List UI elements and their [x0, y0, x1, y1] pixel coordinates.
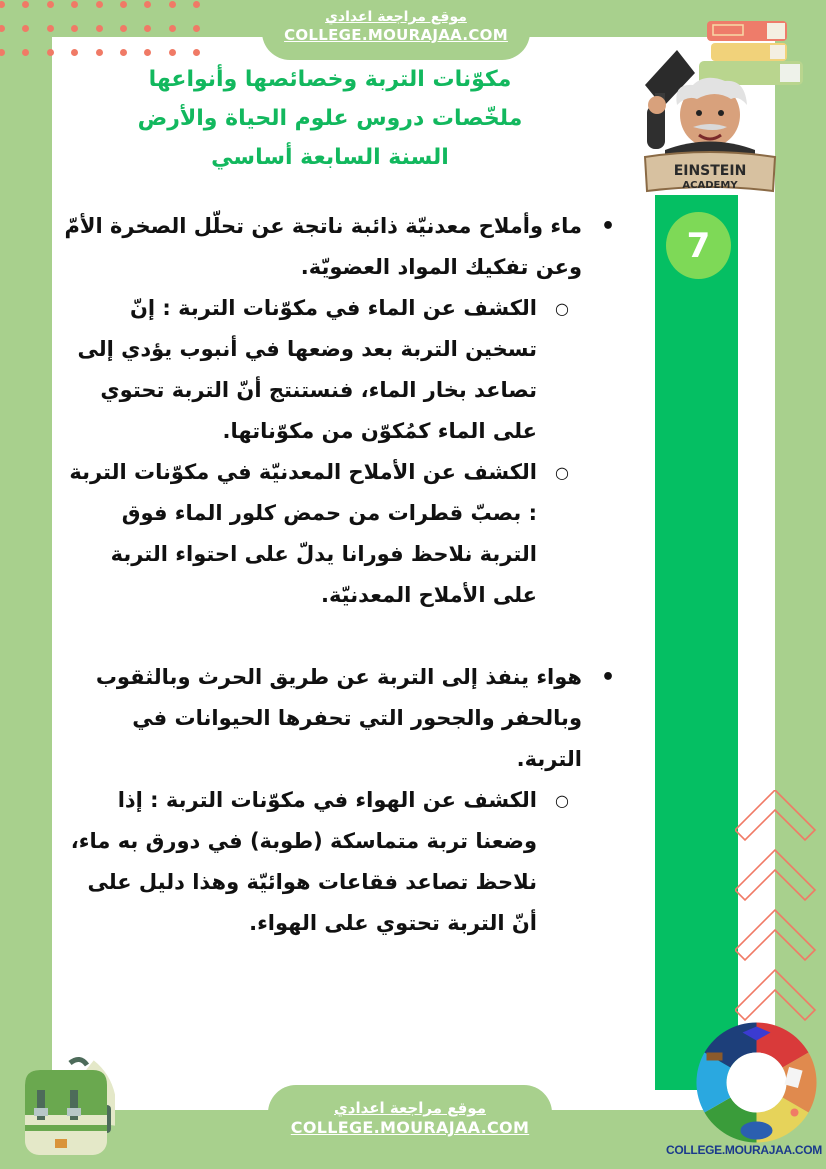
dot-icon	[71, 1, 78, 8]
brand-logo-text[interactable]: COLLEGE.MOURAJAA.COM	[665, 1143, 822, 1157]
dot-icon	[47, 1, 54, 8]
dot-icon	[169, 49, 176, 56]
header-tab	[262, 0, 530, 60]
dot-icon	[0, 49, 5, 56]
page-number-badge: 7	[666, 212, 731, 279]
footer-site-url[interactable]: COLLEGE.MOURAJAA.COM	[290, 1118, 530, 1137]
dot-icon	[96, 25, 103, 32]
backpack-icon	[15, 1055, 115, 1160]
sub-item-text: الكشف عن الهواء في مكوّنات التربة : إذا وضعنا تربة متماسكة (طوبة) في دورق به ماء، نلاحظ تصاعد فقاعات هوائيّة وهذا دليل على أنّ التربة تحتوي على الهواء.	[70, 788, 537, 935]
sub-item	[62, 780, 622, 944]
dot-icon	[120, 1, 127, 8]
dot-icon	[169, 25, 176, 32]
footer-site-name[interactable]: موقع مراجعة اعدادي	[334, 1099, 486, 1117]
bullet-text: هواء ينفذ إلى التربة عن طريق الحرث وبالثقوب وبالحفر والجحور التي تحفرها الحيوانات في التربة.	[95, 665, 582, 771]
title-line-3: السنة السابعة أساسي	[211, 145, 449, 170]
education-wheel-logo-icon	[694, 1020, 819, 1145]
dot-icon	[0, 25, 5, 32]
dot-icon	[144, 1, 151, 8]
page-title	[120, 60, 540, 177]
einstein-academy-mascot-icon	[635, 15, 820, 195]
dot-icon	[96, 1, 103, 8]
svg-text:EINSTEIN: EINSTEIN	[673, 163, 747, 179]
dot-icon	[120, 49, 127, 56]
dot-icon	[96, 49, 103, 56]
decorative-dots	[0, 0, 210, 60]
dot-icon	[22, 1, 29, 8]
dot-icon	[193, 25, 200, 32]
lesson-content	[62, 206, 622, 944]
bullet-item	[62, 657, 622, 780]
circle-bullet-icon: ○	[555, 791, 569, 810]
dot-icon	[144, 49, 151, 56]
dot-icon	[47, 49, 54, 56]
dot-icon	[169, 1, 176, 8]
dot-icon	[47, 25, 54, 32]
circle-bullet-icon: ○	[555, 463, 569, 482]
bullet-dot-icon: •	[600, 214, 616, 239]
chevron-up-decoration-icon	[735, 790, 826, 1050]
header-site-url[interactable]: COLLEGE.MOURAJAA.COM	[284, 26, 508, 44]
dot-icon	[71, 25, 78, 32]
bullet-dot-icon: •	[600, 665, 616, 690]
dot-icon	[144, 25, 151, 32]
circle-bullet-icon: ○	[555, 299, 569, 318]
bullet-item	[62, 206, 622, 288]
dot-icon	[193, 49, 200, 56]
bullet-text: ماء وأملاح معدنيّة ذائبة ناتجة عن تحلّل الصخرة الأمّ وعن تفكيك المواد العضويّة.	[64, 214, 582, 279]
title-line-1: مكوّنات التربة وخصائصها وأنواعها	[148, 67, 512, 92]
dot-icon	[22, 25, 29, 32]
dot-icon	[193, 1, 200, 8]
sub-item-text: الكشف عن الأملاح المعدنيّة في مكوّنات التربة : بصبّ قطرات من حمض كلور الماء فوق التربة نلاحظ فورانا يدلّ على احتواء التربة على الأملاح المعدنيّة.	[69, 460, 537, 607]
dot-icon	[22, 49, 29, 56]
sub-item	[62, 288, 622, 452]
svg-text:ACADEMY: ACADEMY	[682, 180, 738, 191]
footer-tab	[268, 1085, 552, 1169]
side-accent-bar	[655, 195, 738, 1090]
dot-icon	[71, 49, 78, 56]
header-site-name[interactable]: موقع مراجعة اعدادي	[325, 9, 467, 25]
title-line-2: ملخّصات دروس علوم الحياة والأرض	[137, 106, 523, 131]
sub-item	[62, 452, 622, 616]
dot-icon	[0, 1, 5, 8]
dot-icon	[120, 25, 127, 32]
sub-item-text: الكشف عن الماء في مكوّنات التربة : إنّ تسخين التربة بعد وضعها في أنبوب يؤدي إلى تصاعد بخار الماء، فنستنتج أنّ التربة تحتوي على الماء كمُكوّن من مكوّناتها.	[77, 296, 537, 443]
